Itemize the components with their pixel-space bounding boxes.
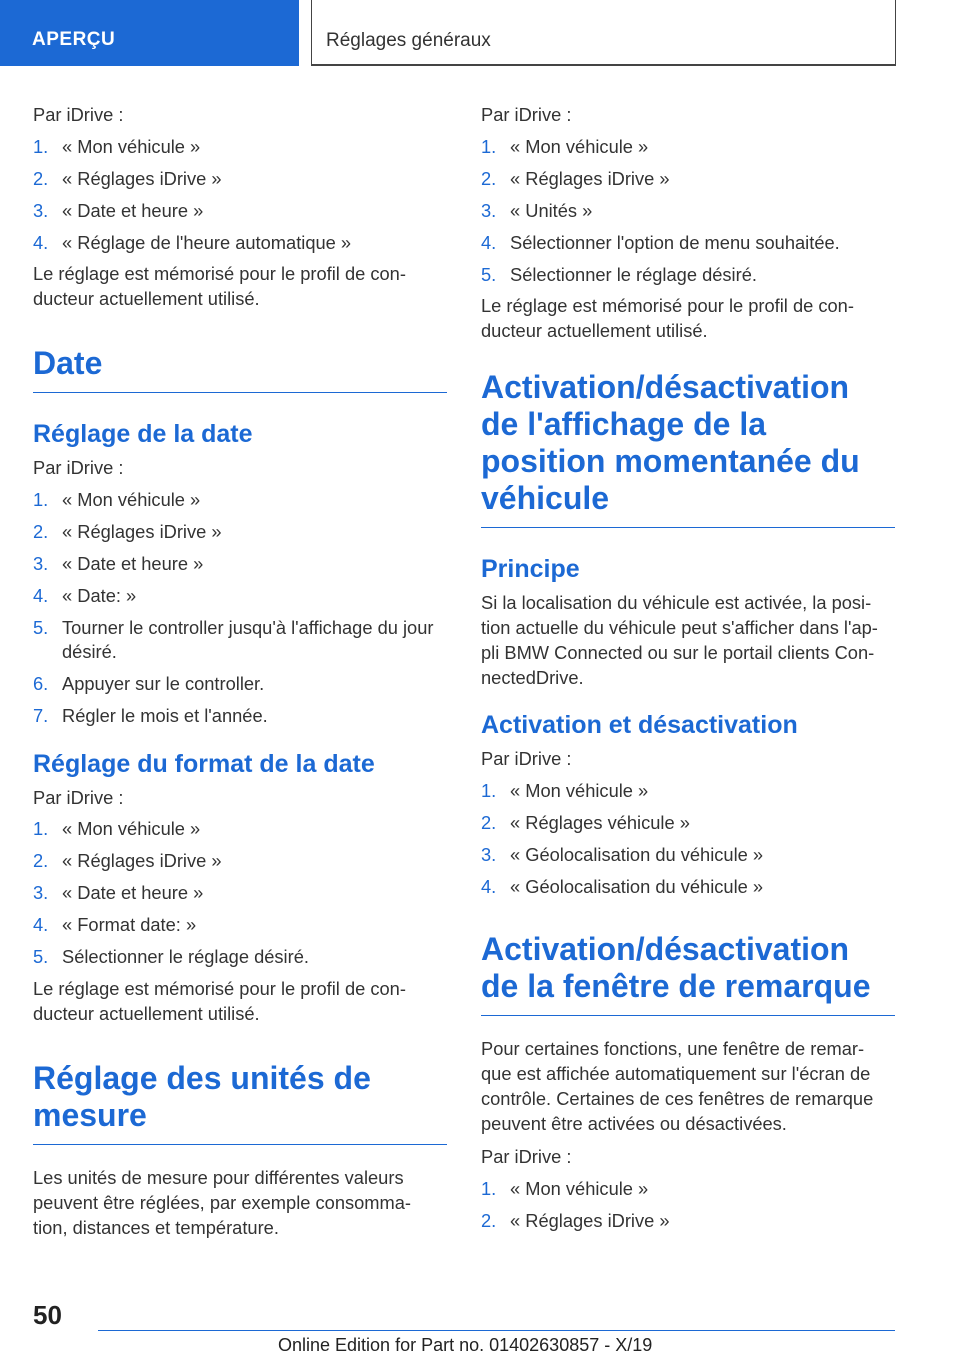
step-item: 1. « Mon véhicule » <box>33 135 201 157</box>
step-item: 5. Sélectionner le réglage désiré. <box>481 263 757 285</box>
step-item: 3. « Date et heure » <box>33 199 204 221</box>
intro-text: Par iDrive : <box>33 104 124 125</box>
step-item: 1. « Mon véhicule » <box>33 488 201 510</box>
date-setting-steps <box>33 488 447 729</box>
date-setting-heading: Réglage de la date <box>33 420 253 448</box>
format-setting-note: Le réglage est mémorisé pour le profil de con‐ ducteur actuellement utilisé. <box>33 977 406 1024</box>
activation-intro: Par iDrive : <box>481 748 572 769</box>
format-setting-heading: Réglage du format de la date <box>33 749 375 778</box>
date-heading: Date <box>33 345 447 393</box>
step-item: 1. « Mon véhicule » <box>481 135 649 157</box>
step-item: 7. Régler le mois et l'année. <box>33 705 268 726</box>
step-item: 1. « Mon véhicule » <box>33 818 201 839</box>
breadcrumb <box>311 0 896 66</box>
step-item: 3. « Unités » <box>481 199 593 221</box>
footer-edition: Online Edition for Part no. 01402630857 - X/19 <box>278 1335 653 1355</box>
step-item: 3. « Géolocalisation du véhicule » <box>481 843 764 865</box>
units-intro: Par iDrive : <box>481 104 572 125</box>
notice-steps <box>481 1177 895 1234</box>
step-item: 4. « Géolocalisation du véhicule » <box>481 875 764 897</box>
principle-text: Si la localisation du véhicule est activée, la posi‐ tion actuelle du véhicule peut s'afficher dans l'ap‐ pli BMW Connected ou sur le portail clients Con‐ nectedDrive. <box>481 592 878 688</box>
step-item: 2. « Réglages iDrive » <box>33 520 222 542</box>
units-steps <box>481 135 895 288</box>
footer-divider <box>98 1330 895 1331</box>
step-item: 2. « Réglages iDrive » <box>481 167 670 189</box>
activation-steps <box>481 779 895 900</box>
step-item: 5. Tourner le controller jusqu'à l'affichage du jour désiré. <box>33 616 434 662</box>
step-item: 4. « Date: » <box>33 584 137 606</box>
date-setting-intro: Par iDrive : <box>33 457 124 478</box>
position-heading: Activation/désactivation de l'affichage de la position momentanée du véhicule <box>481 369 895 528</box>
units-text: Les unités de mesure pour différentes valeurs peuvent être réglées, par exemple consomma‐ tion, distances et température. <box>33 1166 412 1238</box>
units-heading: Réglage des unités de mesure <box>33 1060 447 1145</box>
step-item: 3. « Date et heure » <box>33 552 204 574</box>
intro-note: Le réglage est mémorisé pour le profil de con‐ ducteur actuellement utilisé. <box>33 263 406 309</box>
principle-heading: Principe <box>481 555 580 583</box>
format-setting-intro: Par iDrive : <box>33 786 124 808</box>
step-item: 1. « Mon véhicule » <box>481 1177 649 1199</box>
step-item: 1. « Mon véhicule » <box>481 779 649 801</box>
section-tab[interactable] <box>0 0 299 66</box>
activation-heading: Activation et désactivation <box>481 711 798 739</box>
page-header <box>0 0 960 66</box>
step-item: 2. « Réglages iDrive » <box>481 1209 670 1231</box>
notice-intro: Par iDrive : <box>481 1146 572 1167</box>
step-item: 3. « Date et heure » <box>33 882 204 903</box>
step-item: 2. « Réglages iDrive » <box>33 850 222 871</box>
step-item: 4. « Format date: » <box>33 914 197 935</box>
step-item: 5. Sélectionner le réglage désiré. <box>33 946 309 967</box>
breadcrumb-label: Réglages généraux <box>326 30 491 51</box>
step-item: 6. Appuyer sur le controller. <box>33 673 265 694</box>
right-column <box>481 102 895 1233</box>
page-number: 50 <box>33 1300 62 1330</box>
left-column <box>33 102 447 1240</box>
notice-heading: Activation/désactivation de la fenêtre de remarque <box>481 931 895 1016</box>
section-tab-label: APERÇU <box>32 29 116 50</box>
intro-steps <box>33 135 447 256</box>
step-item: 4. « Réglage de l'heure automatique » <box>33 231 352 253</box>
format-setting-steps <box>33 817 447 970</box>
step-item: 4. Sélectionner l'option de menu souhaitée. <box>481 231 840 253</box>
notice-text: Pour certaines fonctions, une fenêtre de remar‐ que est affichée automatiquement sur l'écran de contrôle. Certaines de ces fenêtres de remarque peuvent être activées ou désactivées. <box>481 1038 874 1134</box>
step-item: 2. « Réglages véhicule » <box>481 811 690 833</box>
units-note: Le réglage est mémorisé pour le profil de con‐ ducteur actuellement utilisé. <box>481 295 854 341</box>
step-item: 2. « Réglages iDrive » <box>33 167 222 189</box>
